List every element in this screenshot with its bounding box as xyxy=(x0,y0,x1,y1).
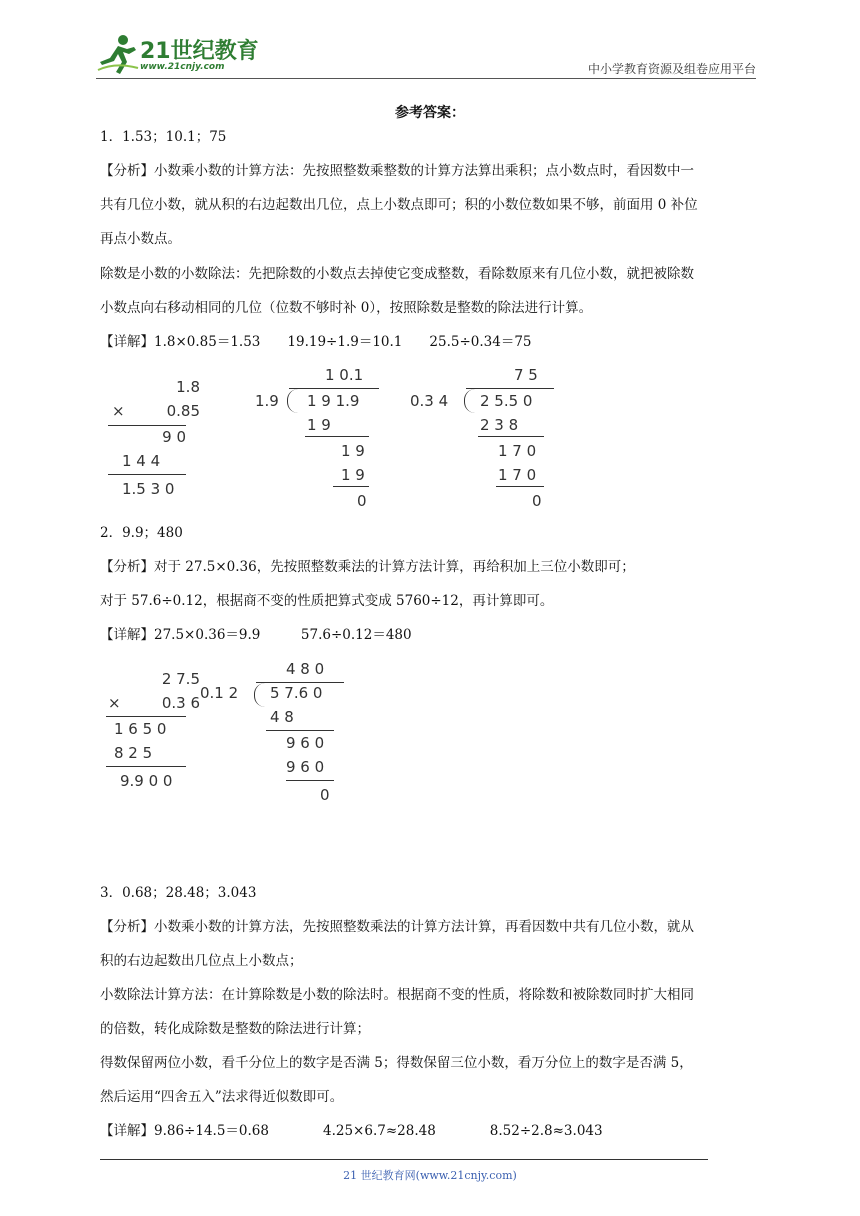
logo-url: www.21cnjy.com xyxy=(140,62,225,72)
platform-name: 中小学教育资源及组卷应用平台 xyxy=(587,62,756,76)
dividend: 5 7.6 0 xyxy=(270,684,323,702)
q2-answer: 2．9.9；480 xyxy=(100,525,183,541)
header-divider xyxy=(96,78,756,79)
factor-b: 0.3 6 xyxy=(161,694,200,712)
remainder-1: 1 9 xyxy=(341,442,365,460)
factor-a: 2 7.5 xyxy=(161,670,200,688)
division-bar xyxy=(466,388,554,389)
quotient: 7 5 xyxy=(514,366,538,384)
subtrahend-1: 2 3 8 xyxy=(480,416,519,434)
dividend: 2 5.5 0 xyxy=(480,392,533,410)
line xyxy=(333,486,369,487)
line xyxy=(496,486,544,487)
q2-multiplication xyxy=(100,666,200,796)
divisor: 1.9 xyxy=(255,392,279,410)
subtrahend-2: 9 6 0 xyxy=(286,758,325,776)
quotient: 4 8 0 xyxy=(286,660,325,678)
dividend: 1 9 1.9 xyxy=(307,392,360,410)
line xyxy=(108,425,186,426)
analysis-label: 【分析】 xyxy=(100,919,154,935)
line xyxy=(106,716,186,717)
subtrahend-2: 1 9 xyxy=(341,466,365,484)
q1-analysis-line-3: 再点小数点。 xyxy=(100,231,181,247)
subtrahend-1: 4 8 xyxy=(270,708,294,726)
logo-text: 21世纪教育 xyxy=(140,39,259,64)
remainder-1: 1 7 0 xyxy=(498,442,537,460)
footer-divider xyxy=(100,1159,708,1160)
detail-label: 【详解】 xyxy=(100,334,154,350)
factor-a: 1.8 xyxy=(176,378,200,396)
q1-analysis-line-1: 【分析】小数乘小数的计算方法：先按照整数乘整数的计算方法算出乘积；点小数点时，看因数中一 xyxy=(100,163,694,179)
q2-analysis-line-1: 【分析】对于 27.5×0.36，先按照整数乘法的计算方法计算，再给积加上三位小数即可； xyxy=(100,559,635,575)
q2-detail: 【详解】27.5×0.36＝9.9 57.6÷0.12＝480 xyxy=(100,627,412,643)
analysis-label: 【分析】 xyxy=(100,163,154,179)
line xyxy=(106,766,186,767)
logo xyxy=(96,30,266,78)
q1-analysis-line-5: 小数点向右移动相同的几位（位数不够时补 0），按照除数是整数的除法进行计算。 xyxy=(100,300,593,316)
division-bracket xyxy=(287,389,298,413)
q3-analysis-line-6: 然后运用“四舍五入”法求得近似数即可。 xyxy=(100,1089,344,1105)
product: 9.9 0 0 xyxy=(120,772,173,790)
line xyxy=(286,780,334,781)
factor-b: 0.85 xyxy=(166,402,200,420)
q1-division-1 xyxy=(255,362,380,512)
detail-label: 【详解】 xyxy=(100,1123,154,1139)
multiply-sign: × xyxy=(112,402,125,420)
division-bracket xyxy=(464,389,475,413)
q1-analysis-line-2: 共有几位小数，就从积的右边起数出几位，点上小数点即可；积的小数位数如果不够，前面用 0 补位 xyxy=(100,197,698,213)
q1-multiplication xyxy=(100,370,200,510)
q3-detail: 【详解】9.86÷14.5＝0.68 4.25×6.7≈28.48 8.52÷2.8≈3.043 xyxy=(100,1123,603,1139)
q2-analysis-line-2: 对于 57.6÷0.12，根据商不变的性质把算式变成 5760÷12，再计算即可。 xyxy=(100,593,554,609)
analysis-label: 【分析】 xyxy=(100,559,154,575)
q3-analysis-line-2: 积的右边起数出几位点上小数点； xyxy=(100,953,303,969)
line xyxy=(305,436,369,437)
division-bar xyxy=(256,682,344,683)
divisor: 0.3 4 xyxy=(410,392,449,410)
q1-detail: 【详解】1.8×0.85＝1.53 19.19÷1.9＝10.1 25.5÷0.34＝75 xyxy=(100,334,532,350)
partial-1: 1 6 5 0 xyxy=(114,720,167,738)
product: 1.5 3 0 xyxy=(122,480,175,498)
q1-analysis-line-4: 除数是小数的小数除法：先把除数的小数点去掉使它变成整数，看除数原来有几位小数，就把被除数 xyxy=(100,266,694,282)
partial-2: 1 4 4 xyxy=(122,452,161,470)
detail-label: 【详解】 xyxy=(100,627,154,643)
q1-answer: 1．1.53；10.1；75 xyxy=(100,129,227,145)
partial-2: 8 2 5 xyxy=(114,744,153,762)
divisor: 0.1 2 xyxy=(200,684,239,702)
division-bar xyxy=(289,388,379,389)
footer-link[interactable]: 21 世纪教育网(www.21cnjy.com) xyxy=(343,1169,517,1182)
line xyxy=(108,474,186,475)
page-header xyxy=(96,30,756,78)
q3-analysis-line-5: 得数保留两位小数，看千分位上的数字是否满 5；得数保留三位小数，看万分位上的数字是否满 5， xyxy=(100,1055,693,1071)
line xyxy=(266,730,334,731)
remainder-2: 0 xyxy=(532,492,542,510)
division-bracket xyxy=(254,683,265,707)
remainder-1: 9 6 0 xyxy=(286,734,325,752)
q3-answer: 3．0.68；28.48；3.043 xyxy=(100,885,257,901)
remainder-2: 0 xyxy=(357,492,367,510)
remainder-2: 0 xyxy=(320,786,330,804)
runner-logo-icon xyxy=(96,32,140,76)
quotient: 1 0.1 xyxy=(325,366,364,384)
q3-analysis-line-1: 【分析】小数乘小数的计算方法，先按照整数乘法的计算方法计算，再看因数中共有几位小数，就从 xyxy=(100,919,694,935)
q1-division-2 xyxy=(410,362,560,512)
line xyxy=(478,436,544,437)
q3-analysis-line-4: 的倍数，转化成除数是整数的除法进行计算； xyxy=(100,1021,370,1037)
partial-1: 9 0 xyxy=(162,428,186,446)
subtrahend-1: 1 9 xyxy=(307,416,331,434)
page-title: 参考答案： xyxy=(395,105,465,121)
q2-division xyxy=(200,656,350,806)
multiply-sign: × xyxy=(108,694,121,712)
q3-analysis-line-3: 小数除法计算方法：在计算除数是小数的除法时。根据商不变的性质，将除数和被除数同时扩大相同 xyxy=(100,987,694,1003)
subtrahend-2: 1 7 0 xyxy=(498,466,537,484)
